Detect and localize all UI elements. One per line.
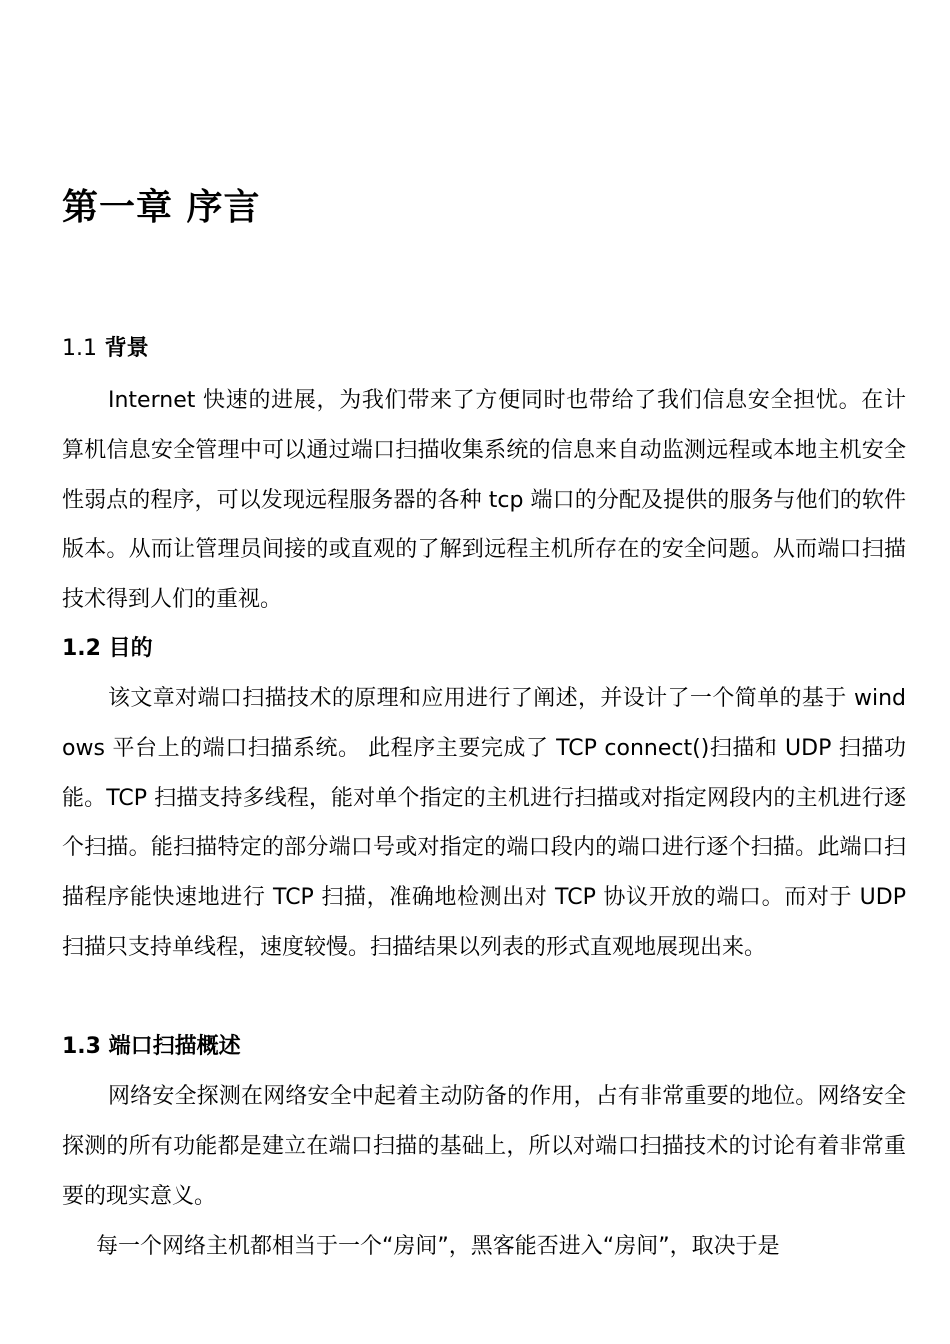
section-heading-purpose bbox=[62, 634, 153, 664]
section-heading-port-scan-overview bbox=[62, 1032, 241, 1062]
section-number: 1.1 bbox=[62, 336, 97, 361]
section-number: 1.3 bbox=[62, 1034, 101, 1059]
section-title: 端口扫描概述 bbox=[108, 1034, 241, 1059]
section-title: 背景 bbox=[104, 336, 149, 361]
section-number: 1.2 bbox=[62, 636, 101, 661]
paragraph-overview-2: 每一个网络主机都相当于一个“房间”，黑客能否进入“房间”，取决于是 bbox=[96, 1234, 780, 1259]
paragraph-background: Internet 快速的进展，为我们带来了方便同时也带给了我们信息安全担忧。在计算机信息安全管理中可以通过端口扫描收集系统的信息来自动监测远程或本地主机安全性弱点的程序，可以发现远程服务器的各种 tcp 端口的分配及提供的服务与他们的软件版本。从而让管理员间接的或直观的了解到远程主机所存在的安全问题。从而端口扫描技术得到人们的重视。 bbox=[62, 388, 906, 613]
chapter-title: 第一章 序言 bbox=[62, 187, 261, 228]
paragraph-purpose: 该文章对端口扫描技术的原理和应用进行了阐述，并设计了一个简单的基于 windows 平台上的端口扫描系统。 此程序主要完成了 TCP connect()扫描和 UDP 扫描功能。TCP 扫描支持多线程，能对单个指定的主机进行扫描或对指定网段内的主机进行逐个扫描。能扫描特定的部分端口号或对指定的端口段内的端口进行逐个扫描。此端口扫描程序能快速地进行 TCP 扫描，准确地检测出对 TCP 协议开放的端口。而对于 UDP 扫描只支持单线程，速度较慢。扫描结果以列表的形式直观地展现出来。 bbox=[62, 686, 906, 960]
section-title: 目的 bbox=[108, 636, 153, 661]
section-heading-background bbox=[62, 334, 149, 364]
paragraph-overview-1: 网络安全探测在网络安全中起着主动防备的作用，占有非常重要的地位。网络安全探测的所有功能都是建立在端口扫描的基础上，所以对端口扫描技术的讨论有着非常重要的现实意义。 bbox=[62, 1084, 906, 1209]
